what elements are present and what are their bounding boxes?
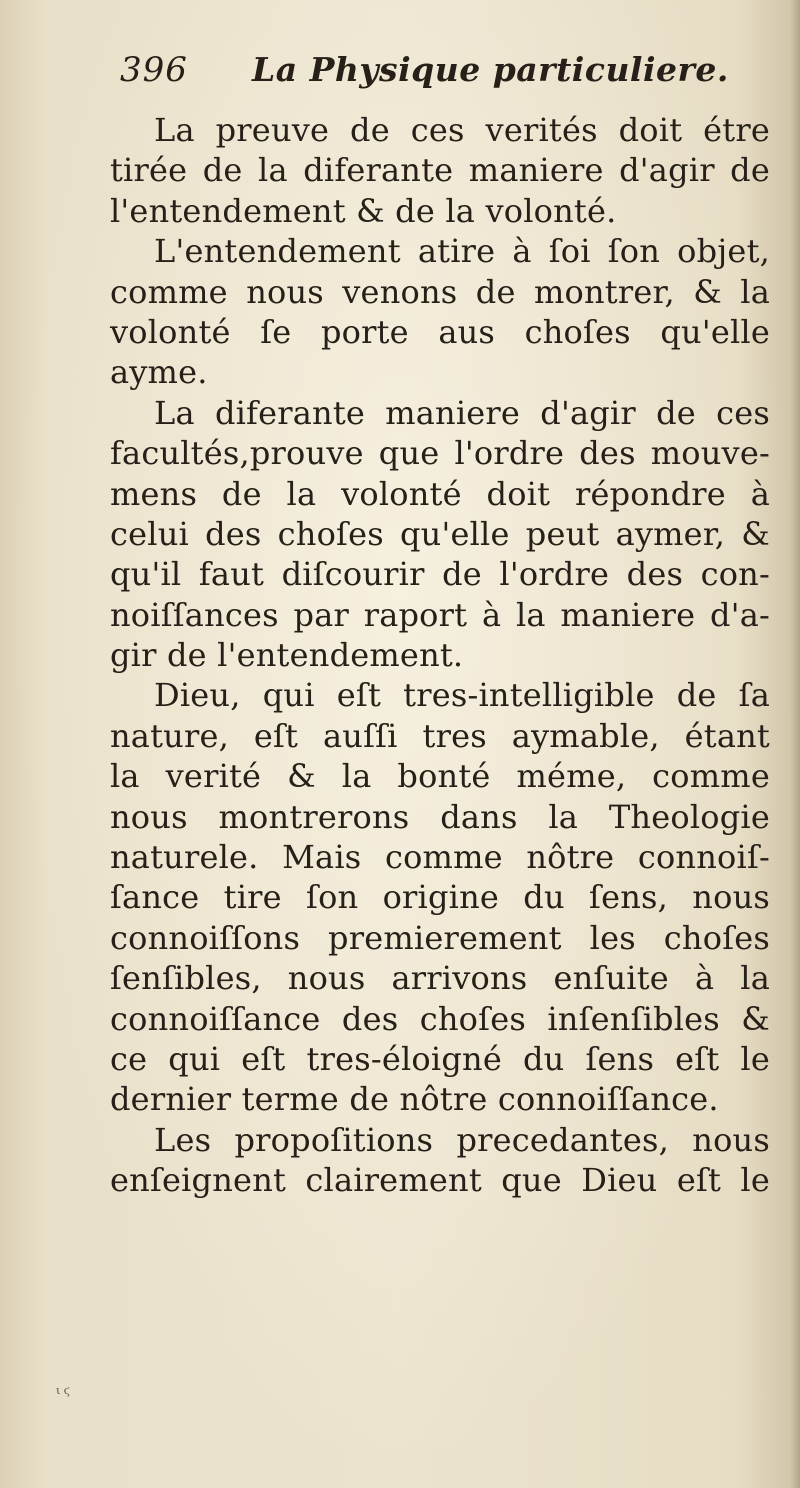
text-line: ce qui eſt tres-éloigné du ſens eſt le [110,1039,770,1078]
text-line: mens de la volonté doit répondre à [110,474,770,513]
text-line: enſeignent clairement que Dieu eſt le [110,1161,770,1200]
text-line: gir de l'entendement. [110,636,464,675]
text-line: dernier terme de nôtre connoiſſance. [110,1080,719,1119]
text-line: nature, eſt auſſi tres aymable, étant [110,716,770,755]
text-line: noiſſances par raport à la maniere d'a- [110,595,770,634]
text-line: comme nous venons de montrer, & la [110,272,770,311]
text-line: tirée de la diferante maniere d'agir de [110,151,770,190]
text-line: ayme. [110,353,208,392]
page-edge-shadow [790,0,800,1488]
text-line: la verité & la bonté méme, comme [110,757,770,796]
text-line: L'entendement atire à ſoi ſon objet, [154,232,770,271]
footer-mark: ι ϛ [56,1384,70,1397]
text-line: qu'il faut diſcourir de l'ordre des con- [110,555,770,594]
text-line: naturele. Mais comme nôtre connoiſ- [110,838,770,877]
text-line: facultés,prouve que l'ordre des mouve- [110,434,770,473]
text-line: volonté ſe porte aus choſes qu'elle [110,312,770,351]
running-title: La Physique particuliere. [252,50,729,89]
text-line: La diferante maniere d'agir de ces [154,393,770,432]
text-line: connoiſſance des choſes inſenſibles & [110,999,770,1038]
text-line: Dieu, qui eſt tres-intelligible de ſa [154,676,770,715]
text-line: l'entendement & de la volonté. [110,191,617,230]
page-number: 396 [120,50,188,90]
text-line: Les propoſitions precedantes, nous [154,1120,770,1159]
text-line: connoiſſons premierement les choſes [110,918,770,957]
page-header [120,50,760,102]
text-line: nous montrerons dans la Theologie [110,797,770,836]
text-line: ſance tire ſon origine du ſens, nous [110,878,770,917]
text-line: ſenſibles, nous arrivons enſuite à la [110,959,770,998]
text-line: celui des choſes qu'elle peut aymer, & [110,514,770,553]
text-body [110,110,770,1201]
text-line: La preuve de ces verités doit étre [154,111,770,149]
